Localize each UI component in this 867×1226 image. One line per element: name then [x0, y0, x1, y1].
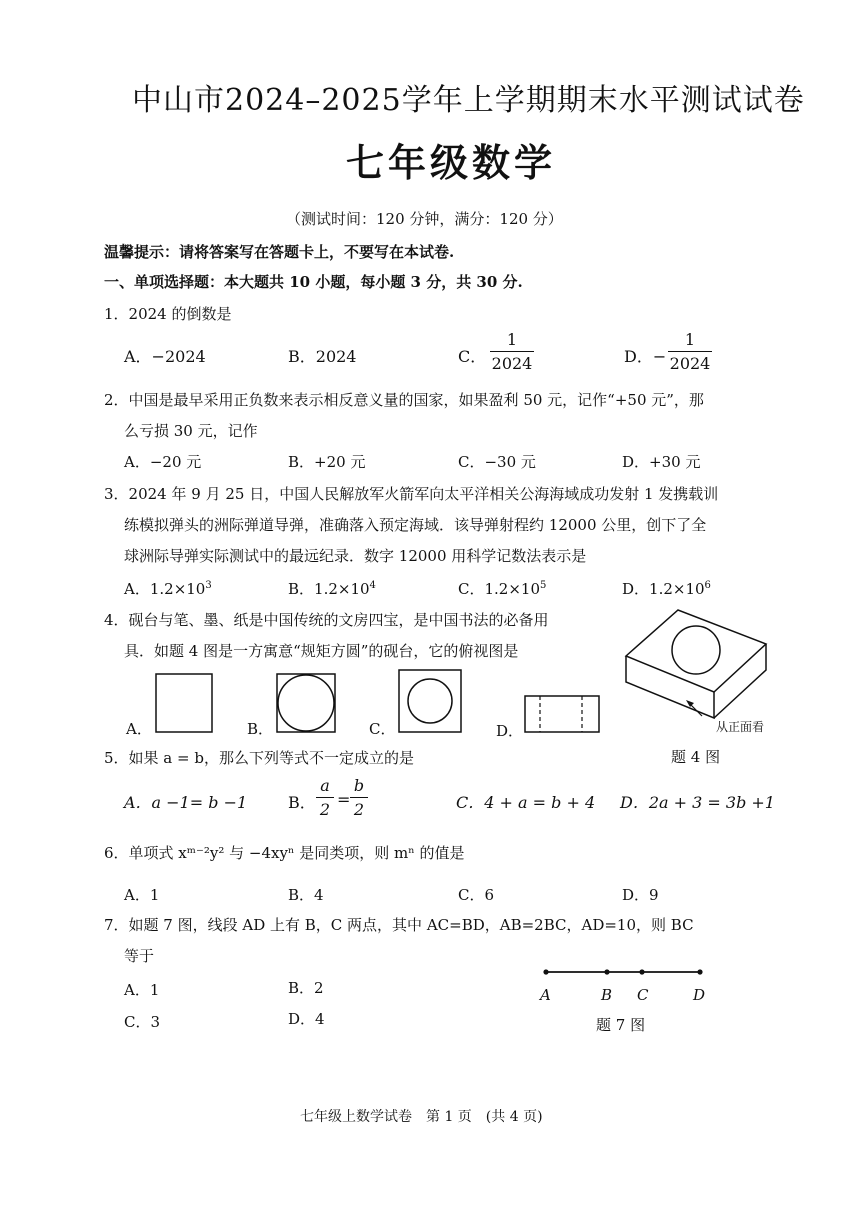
q1-d-numerator: 1 [684, 330, 696, 349]
page-footer: 七年级上数学试卷 第 1 页 (共 4 页) [300, 1109, 543, 1125]
q1-stem: 1．2024 的倒数是 [104, 305, 232, 323]
q7-point-b-dot [604, 969, 609, 974]
q7-point-a-dot [543, 969, 548, 974]
section-heading: 一、单项选择题：本大题共 10 小题，每小题 3 分，共 30 分. [104, 273, 523, 291]
q7-figure-caption: 题 7 图 [596, 1016, 646, 1034]
q6-option-b: B．4 [288, 886, 324, 904]
q4-stem-line1: 4．砚台与笔、墨、纸是中国传统的文房四宝，是中国书法的必备用 [104, 611, 549, 629]
q7-point-d-dot [697, 969, 702, 974]
q4-option-c-square-small-circle-icon [398, 669, 462, 733]
warm-tip: 温馨提示：请将答案写在答题卡上，不要写在本试卷. [104, 243, 455, 261]
q3-stem-line1: 3．2024 年 9 月 25 日，中国人民解放军火箭军向太平洋相关公海海域成功发射 1 发携载训 [104, 485, 719, 503]
page-subtitle: 七年级数学 [346, 140, 557, 185]
time-note: （测试时间：120 分钟，满分：120 分） [286, 210, 563, 228]
q5-option-a: A．a −1= b −1 [124, 793, 248, 812]
q4-option-a-square-icon [155, 673, 213, 733]
q4-view-note: 从正面看 [716, 720, 765, 734]
q7-option-d: D．4 [288, 1010, 325, 1028]
q1-option-d-fraction [668, 330, 712, 373]
q1-option-b: B．2024 [288, 347, 357, 366]
q6-stem: 6．单项式 xᵐ⁻²y² 与 −4xyⁿ 是同类项，则 mⁿ 的值是 [104, 844, 465, 862]
q7-point-c-label: C [637, 986, 649, 1004]
q7-option-a: A．1 [124, 981, 160, 999]
q4-option-b-square-circle-icon [276, 673, 336, 733]
q7-stem-line1: 7．如题 7 图，线段 AD 上有 B，C 两点，其中 AC=BD，AB=2BC，AD=10，则 BC [104, 916, 694, 934]
q1-d-denominator: 2024 [669, 354, 711, 373]
q7-point-d-label: D [693, 986, 706, 1004]
q1-option-c-fraction [490, 330, 534, 373]
q5-option-b-fraction-right: b 2 [350, 776, 368, 819]
q4-option-c-label: C． [369, 720, 396, 738]
q3-option-b: B．$1.2\times 10^4$ [288, 580, 376, 598]
q7-option-c: C．3 [124, 1013, 161, 1031]
q2-stem-line2: 么亏损 30 元，记作 [124, 422, 258, 440]
q3-option-d: D．$1.2\times 10^6$ [622, 580, 711, 598]
q5-option-c: C．4 + a = b + 4 [456, 793, 596, 812]
q4-option-d-rectangle-dashed-icon [524, 695, 600, 733]
q1-option-d-label: D．− [624, 347, 667, 366]
q2-option-c: C．−30 元 [458, 453, 536, 471]
q2-option-a: A．−20 元 [124, 453, 202, 471]
q3-option-c: C．$1.2\times 10^5$ [458, 580, 547, 598]
q1-option-c-label: C． [458, 347, 487, 366]
q6-option-d: D．9 [622, 886, 659, 904]
q4-inkstone-figure [620, 606, 770, 726]
q4-stem-line2: 具．如题 4 图是一方寓意“规矩方圆”的砚台，它的俯视图是 [124, 642, 519, 660]
q1-c-denominator: 2024 [491, 354, 533, 373]
page-title: 中山市2024–2025学年上学期期末水平测试试卷 [132, 83, 805, 118]
q7-option-b: B．2 [288, 979, 324, 997]
q7-segment-figure [540, 966, 706, 978]
q7-stem-line2: 等于 [124, 947, 155, 965]
q4-option-d-label: D． [496, 722, 524, 740]
q7-point-c-dot [639, 969, 644, 974]
q5-option-b-fraction-left: a 2 [316, 776, 334, 819]
q1-option-a: A．−2024 [124, 347, 206, 366]
q4-figure-caption: 题 4 图 [671, 748, 721, 766]
q4-option-a-label: A． [126, 720, 152, 738]
q1-c-numerator: 1 [506, 330, 518, 349]
q3-stem-line3: 球洲际导弹实际测试中的最远纪录．数字 12000 用科学记数法表示是 [124, 547, 587, 565]
q6-option-c: C．6 [458, 886, 495, 904]
q3-stem-line2: 练模拟弹头的洲际弹道导弹，准确落入预定海域．该导弹射程约 12000 公里，创下了全 [124, 516, 707, 534]
q6-option-a: A．1 [124, 886, 160, 904]
q2-option-b: B．+20 元 [288, 453, 366, 471]
q3-option-a: A．$1.2\times 10^3$ [124, 580, 212, 598]
q2-option-d: D．+30 元 [622, 453, 701, 471]
q5-option-b-equals: = [337, 790, 351, 809]
q5-option-d: D．2a + 3 = 3b +1 [620, 793, 775, 812]
q2-stem-line1: 2．中国是最早采用正负数来表示相反意义量的国家，如果盈利 50 元，记作“+50 元”，那 [104, 391, 704, 409]
q7-point-b-label: B [601, 986, 613, 1004]
q7-point-a-label: A [540, 986, 551, 1004]
q5-option-b-label: B． [288, 793, 316, 812]
q5-stem: 5．如果 a = b，那么下列等式不一定成立的是 [104, 749, 414, 767]
q4-option-b-label: B． [247, 720, 274, 738]
